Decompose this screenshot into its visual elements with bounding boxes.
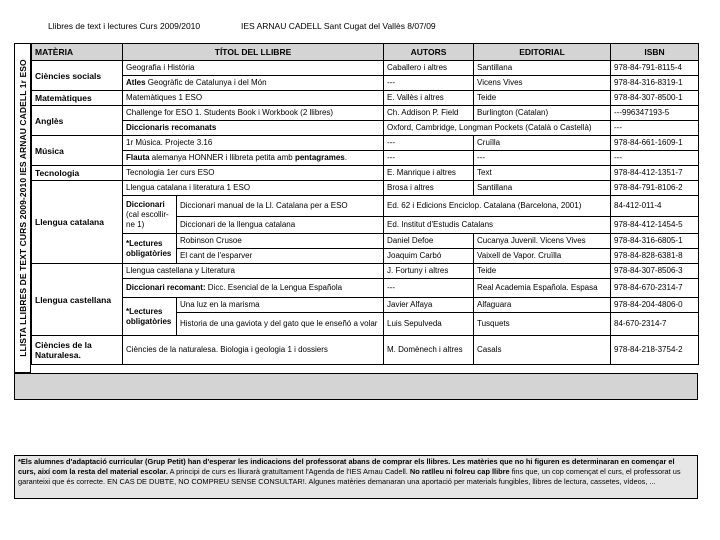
isbn-cell: 978-84-828-6381-8 bbox=[611, 249, 699, 264]
title-mid: alemanya HONNER i llibreta petita amb bbox=[149, 153, 295, 162]
authors-cell: Caballero i altres bbox=[384, 61, 474, 76]
header-authors: AUTORS bbox=[384, 44, 474, 61]
authors-cell: Ch. Addison P. Field bbox=[384, 106, 474, 121]
subject-cell: Anglès bbox=[32, 106, 123, 136]
title-rest: Geogràfic de Catalunya i del Món bbox=[145, 78, 267, 87]
table-row bbox=[32, 234, 699, 249]
title-cell: Llengua castellana y Literatura bbox=[123, 264, 384, 279]
authors-cell: --- bbox=[384, 136, 474, 151]
header-subject: MATÈRIA bbox=[32, 44, 123, 61]
isbn-cell: 978-84-791-8106-2 bbox=[611, 181, 699, 196]
subject-cell: Ciències socials bbox=[32, 61, 123, 91]
title-cell: Challenge for ESO 1. Students Book i Workbook (2 llibres) bbox=[123, 106, 384, 121]
sidebar-banner-text: LLISTA LLIBRES DE TEXT CURS 2009-2010 IES ARNAU CADELL 1r ESO bbox=[17, 59, 28, 357]
publisher-cell: Santillana bbox=[474, 61, 611, 76]
table-row bbox=[32, 196, 699, 217]
table-row bbox=[32, 181, 699, 196]
isbn-cell: 978-84-307-8506-3 bbox=[611, 264, 699, 279]
publisher-cell: --- bbox=[474, 151, 611, 166]
publisher-cell: Oxford, Cambridge, Longman Pockets (Català o Castellà) bbox=[384, 121, 611, 136]
publisher-cell: Ed. 62 i Edicions Enciclop. Catalana (Barcelona, 2001) bbox=[384, 196, 611, 217]
title-cell: Diccionari manual de la Ll. Catalana per a ESO bbox=[177, 196, 384, 217]
subject-cell: Ciències de la Naturalesa. bbox=[32, 336, 123, 365]
authors-cell: --- bbox=[384, 151, 474, 166]
title-end: . bbox=[344, 153, 347, 162]
table-row bbox=[32, 336, 699, 365]
publisher-cell: Text bbox=[474, 166, 611, 181]
table-header-row bbox=[32, 44, 699, 61]
publisher-cell: Real Academia Española. Espasa bbox=[474, 279, 611, 298]
footer-text-2: fins que, un cop començat el curs, el professorat us garanteixi que és correcte. EN CAS DE DUBTE, NO COMPREU SENSE CONSULTAR!. Algunes matèries demanaran una aportació per materials fungibles, llibres de lectura, cassetes, vídeos, ... bbox=[18, 467, 681, 486]
publisher-cell: Santillana bbox=[474, 181, 611, 196]
title-cell: Llengua catalana i literatura 1 ESO bbox=[123, 181, 384, 196]
authors-cell: Brosa i altres bbox=[384, 181, 474, 196]
table-row bbox=[32, 166, 699, 181]
publisher-cell: Cucanya Juvenil. Vicens Vives bbox=[474, 234, 611, 249]
table-row bbox=[32, 76, 699, 91]
subject-cell: Llengua castellana bbox=[32, 264, 123, 336]
title-cell: Robinson Crusoe bbox=[177, 234, 384, 249]
publisher-cell: Teide bbox=[474, 91, 611, 106]
isbn-cell: 978-84-316-8319-1 bbox=[611, 76, 699, 91]
footer-bold-2: No ratlleu ni folreu cap llibre bbox=[409, 467, 510, 476]
header-isbn: ISBN bbox=[611, 44, 699, 61]
publisher-cell: Alfaguara bbox=[474, 298, 611, 313]
table-row bbox=[32, 264, 699, 279]
readings-label: *Lectures obligatòries bbox=[123, 298, 177, 336]
publisher-cell: Burlington (Catalan) bbox=[474, 106, 611, 121]
authors-cell: J. Fortuny i altres bbox=[384, 264, 474, 279]
header-publisher: EDITORIAL bbox=[474, 44, 611, 61]
isbn-cell: --- bbox=[611, 121, 699, 136]
subject-cell: Llengua catalana bbox=[32, 181, 123, 264]
authors-cell: --- bbox=[384, 279, 474, 298]
table-row bbox=[32, 136, 699, 151]
isbn-cell: 978-84-204-4806-0 bbox=[611, 298, 699, 313]
publisher-cell: Vaixell de Vapor. Cruïlla bbox=[474, 249, 611, 264]
isbn-cell: 84-670-2314-7 bbox=[611, 313, 699, 336]
subject-cell: Matemàtiques bbox=[32, 91, 123, 106]
subject-cell: Tecnologia bbox=[32, 166, 123, 181]
table-row bbox=[32, 106, 699, 121]
isbn-cell: 978-84-412-1351-7 bbox=[611, 166, 699, 181]
books-table bbox=[31, 43, 699, 365]
title-cell: Matemàtiques 1 ESO bbox=[123, 91, 384, 106]
document-title: Llibres de text i lectures Curs 2009/2010 bbox=[48, 21, 201, 31]
isbn-cell: 978-84-661-1609-1 bbox=[611, 136, 699, 151]
dictionary-label-rest: (cal escollir-ne 1) bbox=[126, 209, 169, 229]
isbn-cell: --- bbox=[611, 151, 699, 166]
title-cell: Diccionari de la llengua catalana bbox=[177, 217, 384, 234]
isbn-cell: 84-412-011-4 bbox=[611, 196, 699, 217]
publisher-cell: Cruïlla bbox=[474, 136, 611, 151]
authors-cell: Luis Sepulveda bbox=[384, 313, 474, 336]
table-row bbox=[32, 151, 699, 166]
footer-note bbox=[14, 455, 698, 499]
title-cell: El cant de l'esparver bbox=[177, 249, 384, 264]
isbn-cell: 978-84-791-8115-4 bbox=[611, 61, 699, 76]
publisher-cell: Vicens Vives bbox=[474, 76, 611, 91]
title-bold: Flauta bbox=[126, 153, 150, 162]
authors-cell: Joaquim Carbó bbox=[384, 249, 474, 264]
publisher-cell: Teide bbox=[474, 264, 611, 279]
title-cell bbox=[123, 151, 384, 166]
table-row bbox=[32, 91, 699, 106]
readings-label: *Lectures obligatòries bbox=[123, 234, 177, 264]
authors-cell: --- bbox=[384, 76, 474, 91]
subject-cell: Música bbox=[32, 136, 123, 166]
title-bold-2: pentagrames bbox=[294, 153, 345, 162]
publisher-cell: Tusquets bbox=[474, 313, 611, 336]
title-cell: Una luz en la marisma bbox=[177, 298, 384, 313]
isbn-cell: 978-84-670-2314-7 bbox=[611, 279, 699, 298]
authors-cell: Javier Alfaya bbox=[384, 298, 474, 313]
title-rest: Dicc. Esencial de la Lengua Española bbox=[205, 283, 343, 292]
sidebar-banner bbox=[14, 43, 31, 373]
title-cell: 1r Música. Projecte 3.16 bbox=[123, 136, 384, 151]
authors-cell: E. Vallès i altres bbox=[384, 91, 474, 106]
title-cell bbox=[123, 76, 384, 91]
table-row bbox=[32, 61, 699, 76]
header-title: TÍTOL DEL LLIBRE bbox=[123, 44, 384, 61]
title-cell: Tecnologia 1er curs ESO bbox=[123, 166, 384, 181]
table-row bbox=[32, 121, 699, 136]
title-bold: Atles bbox=[126, 78, 146, 87]
dictionary-label bbox=[123, 196, 177, 234]
title-cell: Ciències de la naturalesa. Biologia i geologia 1 i dossiers bbox=[123, 336, 384, 365]
grey-band bbox=[14, 373, 698, 400]
isbn-cell: 978-84-316-6805-1 bbox=[611, 234, 699, 249]
footer-bold-1: *Els alumnes d'adaptació curricular (Grup Petit) han d'esperar les indicacions del professorat abans de comprar els llibres. Les matèries que no hi figuren es determinaran en començar el curs, així com la resta del material escolar. bbox=[18, 457, 675, 476]
title-cell: Diccionaris recomanats bbox=[123, 121, 384, 136]
isbn-cell: 978-84-218-3754-2 bbox=[611, 336, 699, 365]
footer-text-1: A principi de curs es lliurarà gratuïtament l'Agenda de l'IES Arnau Cadell. bbox=[167, 467, 410, 476]
school-info: IES ARNAU CADELL Sant Cugat del Vallès 8/07/09 bbox=[241, 21, 436, 31]
table-row bbox=[32, 298, 699, 313]
title-cell bbox=[123, 279, 384, 298]
authors-cell: E. Manrique i altres bbox=[384, 166, 474, 181]
dictionary-label-bold: Diccionari bbox=[126, 199, 165, 209]
authors-cell: M. Domènech i altres bbox=[384, 336, 474, 365]
title-bold: Diccionari recomant: bbox=[126, 283, 206, 292]
isbn-cell: ---996347193-5 bbox=[611, 106, 699, 121]
isbn-cell: 978-84-307-8500-1 bbox=[611, 91, 699, 106]
title-cell: Historia de una gaviota y del gato que le enseñó a volar bbox=[177, 313, 384, 336]
isbn-cell: 978-84-412-1454-5 bbox=[611, 217, 699, 234]
publisher-cell: Ed. Institut d'Estudis Catalans bbox=[384, 217, 611, 234]
title-cell: Geografia i Història bbox=[123, 61, 384, 76]
authors-cell: Daniel Defoe bbox=[384, 234, 474, 249]
publisher-cell: Casals bbox=[474, 336, 611, 365]
table-row bbox=[32, 279, 699, 298]
